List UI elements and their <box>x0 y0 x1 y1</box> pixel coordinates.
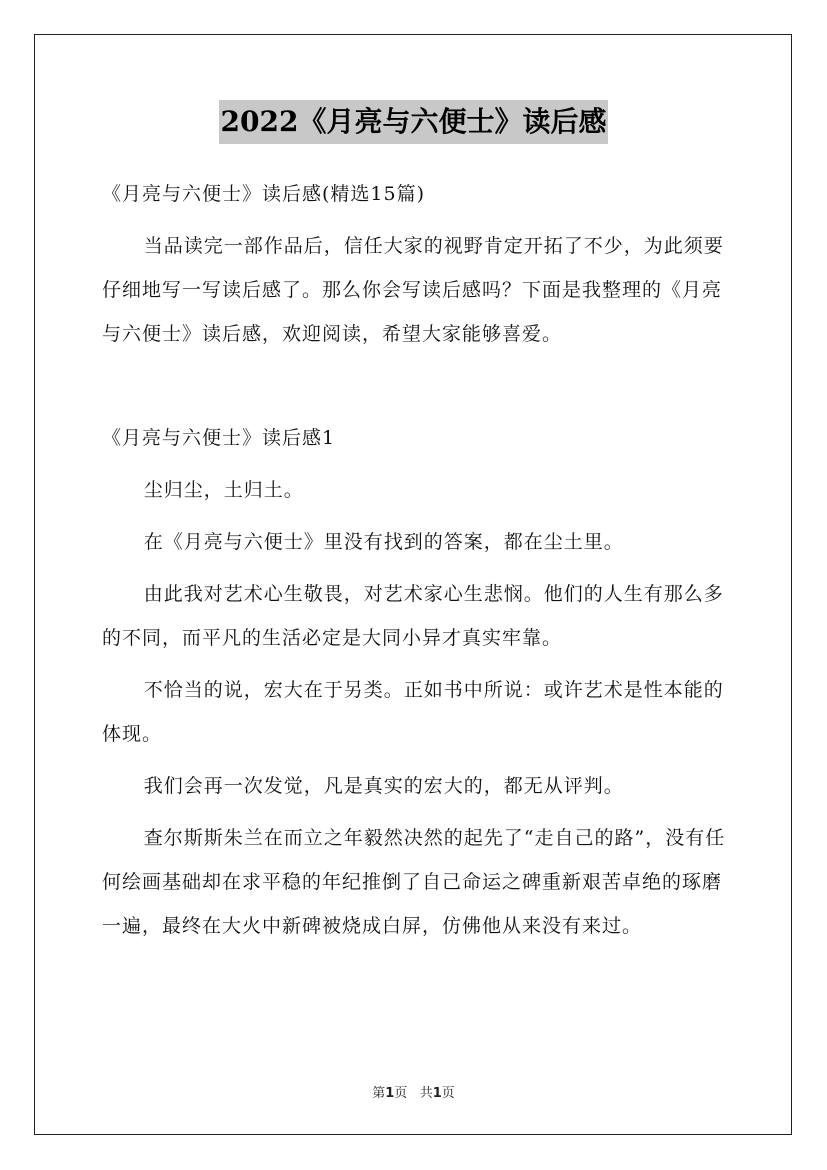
total-suffix: 页 <box>441 1086 455 1101</box>
section-gap <box>102 364 728 416</box>
body-paragraph: 尘归尘，土归土。 <box>143 479 304 501</box>
body-paragraph: 由此我对艺术心生敬畏，对艺术家心生悲悯。他们的人生有那么多的不同，而平凡的生活必定是大同小异才真实牢靠。 <box>102 583 724 649</box>
page-prefix: 第 <box>372 1086 386 1101</box>
document-title: 2022《月亮与六便士》读后感 <box>219 100 609 144</box>
total-pages: 1 <box>432 1086 442 1101</box>
document-subtitle: 《月亮与六便士》读后感(精选15篇) <box>102 183 426 205</box>
body-paragraph: 在《月亮与六便士》里没有找到的答案，都在尘土里。 <box>143 531 624 553</box>
body-paragraph: 不恰当的说，宏大在于另类。正如书中所说：或许艺术是性本能的体现。 <box>102 679 724 745</box>
total-prefix: 共 <box>419 1086 433 1101</box>
section-heading: 《月亮与六便士》读后感1 <box>102 427 336 449</box>
title-container <box>0 100 827 144</box>
body-paragraph: 我们会再一次发觉，凡是真实的宏大的，都无从评判。 <box>143 775 624 797</box>
body-paragraph: 查尔斯斯朱兰在而立之年毅然决然的起先了“走自己的路”，没有任何绘画基础却在求平稳的年纪推倒了自己命运之碑重新艰苦卓绝的琢磨一遍，最终在大火中新碑被烧成白屏，仿佛他从来没有来过。 <box>102 827 726 937</box>
page-suffix: 页 <box>394 1086 408 1101</box>
intro-paragraph: 当品读完一部作品后，信任大家的视野肯定开拓了不少，为此须要仔细地写一写读后感了。那么你会写读后感吗？下面是我整理的《月亮与六便士》读后感，欢迎阅读，希望大家能够喜爱。 <box>102 235 724 345</box>
document-body <box>102 172 728 956</box>
page-footer <box>0 1082 827 1101</box>
page-number: 1 <box>385 1086 395 1101</box>
